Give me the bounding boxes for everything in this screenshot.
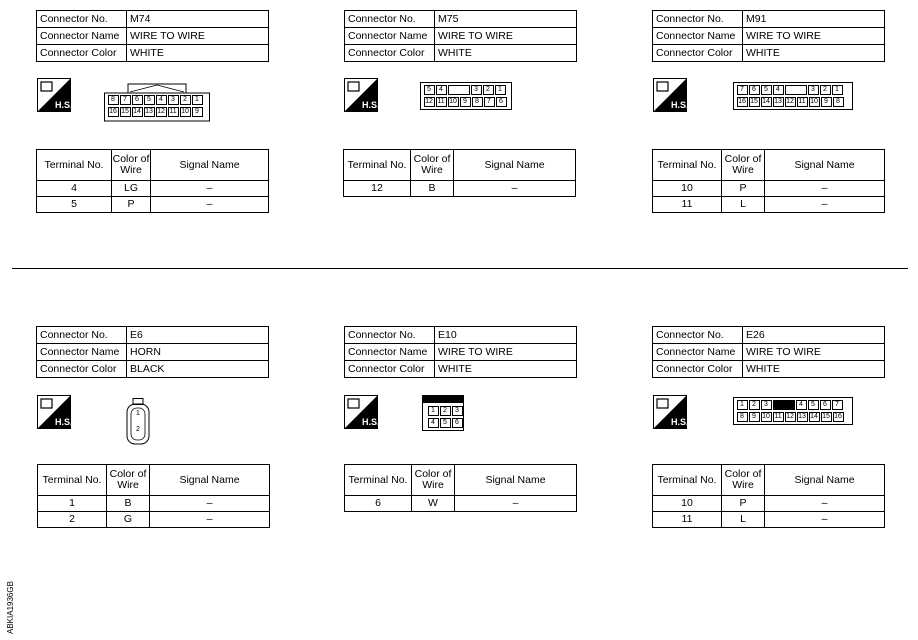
pin: 12 [425,98,433,105]
pin-row-top [427,406,463,416]
terminal-no-header: Terminal No. [653,150,722,181]
hs-icon [344,78,378,112]
pin: 4 [156,95,167,105]
wire-color: B [107,496,150,512]
pin: 6 [496,97,507,107]
connector-panel-e6 [36,326,276,378]
pin: 2 [749,400,760,410]
pin: 9 [192,107,203,117]
terminal-no: 6 [345,496,412,512]
signal-name: – [765,197,885,213]
wire-color: P [722,181,765,197]
connector-color-value: WHITE [435,45,577,62]
pin: 9 [749,412,760,422]
color-of-wire-header: Color of Wire [412,465,455,496]
pin: 8 [737,412,748,422]
pin: 15 [121,108,129,115]
pin: 6 [452,418,463,428]
connector-no-label: Connector No. [37,11,127,28]
pin-row-top [736,85,843,95]
connector-no-value: E6 [127,327,269,344]
connector-color-label: Connector Color [37,361,127,378]
table-row [653,496,885,512]
section-divider [12,268,908,269]
terminal-no-header: Terminal No. [37,150,112,181]
svg-text:H.S.: H.S. [55,100,71,110]
connector-color-value: BLACK [127,361,269,378]
pin: 4 [428,418,439,428]
pin [773,400,795,410]
color-of-wire-header: Color of Wire [411,150,454,181]
pin: 2 [136,426,140,433]
pin: 14 [762,98,770,105]
svg-text:H.S.: H.S. [671,100,687,110]
pin-row-top [107,95,203,105]
signal-name: – [765,512,885,528]
table-row [653,197,885,213]
pin: 14 [133,108,141,115]
connector-name-value: HORN [127,344,269,361]
pin: 5 [144,95,155,105]
pin: 5 [761,85,772,95]
pin: 10 [762,413,770,420]
pin: 10 [810,98,818,105]
terminal-no-header: Terminal No. [38,465,107,496]
pin: 12 [157,108,165,115]
terminal-table-e26 [652,464,885,528]
pin: 1 [832,85,843,95]
hs-icon [344,395,378,429]
terminal-no: 2 [38,512,107,528]
pin: 9 [821,97,832,107]
pin: 3 [168,95,179,105]
terminal-no-header: Terminal No. [344,150,411,181]
terminal-no: 11 [653,512,722,528]
pin: 1 [737,400,748,410]
terminal-table-e6 [37,464,270,528]
pin: 8 [472,97,483,107]
pin-row-bottom [423,97,507,107]
pin: 4 [436,85,447,95]
signal-name: – [151,181,269,197]
table-row [37,181,269,197]
table-row [653,181,885,197]
connector-name-value: WIRE TO WIRE [435,344,577,361]
connector-name-label: Connector Name [653,344,743,361]
signal-name: – [150,496,270,512]
hs-icon [653,78,687,112]
connector-name-value: WIRE TO WIRE [127,28,269,45]
pin: 3 [761,400,772,410]
pin: 4 [796,400,807,410]
pin: 13 [798,413,806,420]
connector-color-value: WHITE [127,45,269,62]
terminal-table-m75 [343,149,576,197]
signal-name: – [765,496,885,512]
table-row [344,181,576,197]
signal-name-header: Signal Name [765,150,885,181]
pin: 6 [820,400,831,410]
wire-color: G [107,512,150,528]
pin: 5 [440,418,451,428]
hs-icon [37,78,71,112]
connector-color-label: Connector Color [653,361,743,378]
color-of-wire-header: Color of Wire [722,150,765,181]
wire-color: P [722,496,765,512]
connector-panel-m75 [344,10,584,62]
connector-no-label: Connector No. [37,327,127,344]
wire-color: W [412,496,455,512]
svg-text:H.S.: H.S. [362,417,378,427]
color-of-wire-header: Color of Wire [112,150,151,181]
svg-text:H.S.: H.S. [55,417,71,427]
pin-row-bottom [736,412,844,422]
pin: 12 [786,98,794,105]
terminal-table-e10 [344,464,577,512]
terminal-no: 10 [653,181,722,197]
connector-name-label: Connector Name [37,344,127,361]
pin: 2 [820,85,831,95]
connector-info-table [36,10,269,62]
terminal-no: 1 [38,496,107,512]
pin: 7 [832,400,843,410]
connector-color-label: Connector Color [653,45,743,62]
connector-info-table [344,326,577,378]
terminal-no-header: Terminal No. [345,465,412,496]
connector-name-label: Connector Name [345,344,435,361]
signal-name-header: Signal Name [765,465,885,496]
terminal-no: 4 [37,181,112,197]
pin: 5 [424,85,435,95]
pin: 16 [109,108,117,115]
pin: 3 [471,85,482,95]
pin: 8 [833,97,844,107]
connector-panel-m74 [36,10,276,62]
color-of-wire-header: Color of Wire [107,465,150,496]
terminal-no-header: Terminal No. [653,465,722,496]
pin: 11 [774,413,782,420]
signal-name: – [765,181,885,197]
connector-info-table [344,10,577,62]
wire-color: L [722,512,765,528]
pin-row-bottom [107,107,203,117]
connector-color-label: Connector Color [345,361,435,378]
pin: 14 [810,413,818,420]
pin: 15 [750,98,758,105]
pin: 10 [181,108,189,115]
pin-row-bottom [736,97,844,107]
signal-name: – [151,197,269,213]
signal-name-header: Signal Name [454,150,576,181]
connector-no-label: Connector No. [653,327,743,344]
svg-text:H.S.: H.S. [671,417,687,427]
pin: 2 [483,85,494,95]
connector-name-label: Connector Name [37,28,127,45]
pin: 2 [440,406,451,416]
pin: 6 [749,85,760,95]
connector-no-value: M75 [435,11,577,28]
table-row [38,512,270,528]
terminal-no: 10 [653,496,722,512]
pin: 10 [449,98,457,105]
pin [785,85,807,95]
signal-name: – [150,512,270,528]
connector-no-value: M74 [127,11,269,28]
pin: 11 [437,98,445,105]
connector-no-label: Connector No. [345,11,435,28]
table-row [345,496,577,512]
pin: 1 [192,95,203,105]
wire-color: B [411,181,454,197]
connector-color-label: Connector Color [345,45,435,62]
pin: 16 [738,98,746,105]
connector-no-value: E26 [743,327,885,344]
wire-color: L [722,197,765,213]
signal-name: – [455,496,577,512]
pin: 1 [495,85,506,95]
table-row [37,197,269,213]
connector-info-table [652,10,885,62]
pin: 13 [774,98,782,105]
terminal-table-m91 [652,149,885,213]
pin: 16 [834,413,842,420]
signal-name-header: Signal Name [455,465,577,496]
terminal-no: 11 [653,197,722,213]
connector-info-table [36,326,269,378]
pin-row-top [423,85,506,95]
pin: 2 [180,95,191,105]
connector-color-label: Connector Color [37,45,127,62]
connector-name-label: Connector Name [345,28,435,45]
hs-icon [653,395,687,429]
connector-name-value: WIRE TO WIRE [435,28,577,45]
pin [448,85,470,95]
pin: 7 [120,95,131,105]
connector-panel-e26 [652,326,892,378]
terminal-no: 5 [37,197,112,213]
pin: 11 [798,98,806,105]
connector-no-value: E10 [435,327,577,344]
connector-no-label: Connector No. [345,327,435,344]
wire-color: P [112,197,151,213]
pin: 1 [136,410,140,417]
connector-name-value: WIRE TO WIRE [743,28,885,45]
pin: 8 [108,95,119,105]
pin: 7 [737,85,748,95]
pin: 3 [452,406,463,416]
connector-panel-m91 [652,10,892,62]
terminal-table-m74 [36,149,269,213]
connector-color-value: WHITE [743,45,885,62]
pin: 11 [169,108,177,115]
signal-name-header: Signal Name [150,465,270,496]
pin: 5 [808,400,819,410]
pin: 1 [428,406,439,416]
svg-text:H.S.: H.S. [362,100,378,110]
signal-name: – [454,181,576,197]
hs-icon [37,395,71,429]
connector-name-label: Connector Name [653,28,743,45]
signal-name-header: Signal Name [151,150,269,181]
table-row [653,512,885,528]
connector-no-label: Connector No. [653,11,743,28]
wire-color: LG [112,181,151,197]
table-row [38,496,270,512]
pin: 7 [484,97,495,107]
pin: 15 [822,413,830,420]
connector-no-value: M91 [743,11,885,28]
connector-color-value: WHITE [743,361,885,378]
figure-code-label: ABKIA1936GB [6,581,15,634]
connector-info-table [652,326,885,378]
pin: 3 [808,85,819,95]
pin-row-bottom [427,418,463,428]
connector-panel-e10 [344,326,584,378]
pin: 12 [786,413,794,420]
pin-row-top [736,400,843,410]
pin: 13 [145,108,153,115]
color-of-wire-header: Color of Wire [722,465,765,496]
connector-color-value: WHITE [435,361,577,378]
connector-name-value: WIRE TO WIRE [743,344,885,361]
terminal-no: 12 [344,181,411,197]
pin: 9 [460,97,471,107]
pin: 6 [132,95,143,105]
pin: 4 [773,85,784,95]
